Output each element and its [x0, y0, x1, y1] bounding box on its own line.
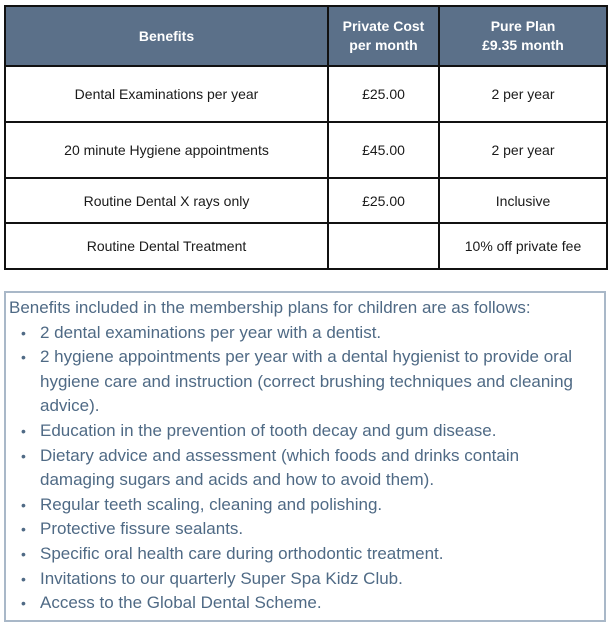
bullet-icon: •	[21, 324, 26, 341]
list-item-text: Invitations to our quarterly Super Spa Kidz Club.	[40, 568, 403, 588]
list-item	[6, 444, 604, 493]
private-cost-cell	[328, 223, 439, 269]
list-item-text: 2 hygiene appointments per year with a dental hygienist to provide oral hygiene care and instruction (correct brushing techniques and cleaning advice).	[40, 347, 573, 416]
benefits-table	[4, 5, 608, 270]
bullet-icon: •	[21, 349, 26, 366]
list-item	[6, 493, 604, 518]
list-item-text: Dietary advice and assessment (which foods and drinks contain damaging sugars and acids and how to avoid them).	[40, 445, 520, 490]
list-item-text: Protective fissure sealants.	[40, 519, 244, 539]
bullet-icon: •	[21, 447, 26, 464]
children-benefits-intro: Benefits included in the membership plans for children are as follows:	[9, 298, 531, 317]
pure-plan-cell: Inclusive	[439, 178, 607, 223]
pure-plan-cell: 2 per year	[439, 66, 607, 122]
benefit-cell: 20 minute Hygiene appointments	[5, 122, 328, 178]
pure-plan-cell: 10% off private fee	[439, 223, 607, 269]
list-item	[6, 542, 604, 567]
pure-plan-cell: 2 per year	[439, 122, 607, 178]
header-benefits	[5, 6, 328, 66]
list-item	[6, 591, 604, 616]
table-header-row	[5, 6, 607, 66]
header-benefits-text: Benefits	[138, 27, 195, 44]
table-row	[5, 66, 607, 122]
header-private-cost	[328, 6, 439, 66]
table-row	[5, 122, 607, 178]
bullet-icon: •	[21, 595, 26, 612]
private-cost-cell: £25.00	[328, 66, 439, 122]
header-private-cost-line2: per month	[349, 37, 418, 53]
list-item	[6, 567, 604, 592]
benefit-cell: Dental Examinations per year	[5, 66, 328, 122]
list-item-text: 2 dental examinations per year with a dentist.	[40, 322, 382, 342]
list-item-text: Access to the Global Dental Scheme.	[40, 593, 322, 613]
header-pure-plan	[439, 6, 607, 66]
list-item	[6, 321, 604, 346]
benefit-cell: Routine Dental X rays only	[5, 178, 328, 223]
list-item-text: Specific oral health care during orthodontic treatment.	[40, 543, 444, 563]
bullet-icon: •	[21, 545, 26, 562]
bullet-icon: •	[21, 570, 26, 587]
bullet-icon: •	[21, 496, 26, 513]
private-cost-cell: £25.00	[328, 178, 439, 223]
benefit-cell: Routine Dental Treatment	[5, 223, 328, 269]
list-item-text: Education in the prevention of tooth decay and gum disease.	[40, 420, 497, 440]
list-item	[6, 517, 604, 542]
bullet-icon: •	[21, 422, 26, 439]
header-private-cost-line1: Private Cost	[342, 18, 425, 34]
children-benefits-box	[4, 291, 606, 622]
list-item-text: Regular teeth scaling, cleaning and polishing.	[40, 494, 383, 514]
list-item	[6, 345, 604, 419]
children-benefits-list	[6, 321, 604, 616]
header-pure-plan-line1: Pure Plan	[490, 18, 556, 34]
header-pure-plan-line2: £9.35 month	[482, 37, 564, 53]
list-item	[6, 419, 604, 444]
private-cost-cell: £45.00	[328, 122, 439, 178]
bullet-icon: •	[21, 521, 26, 538]
table-row	[5, 223, 607, 269]
table-row	[5, 178, 607, 223]
